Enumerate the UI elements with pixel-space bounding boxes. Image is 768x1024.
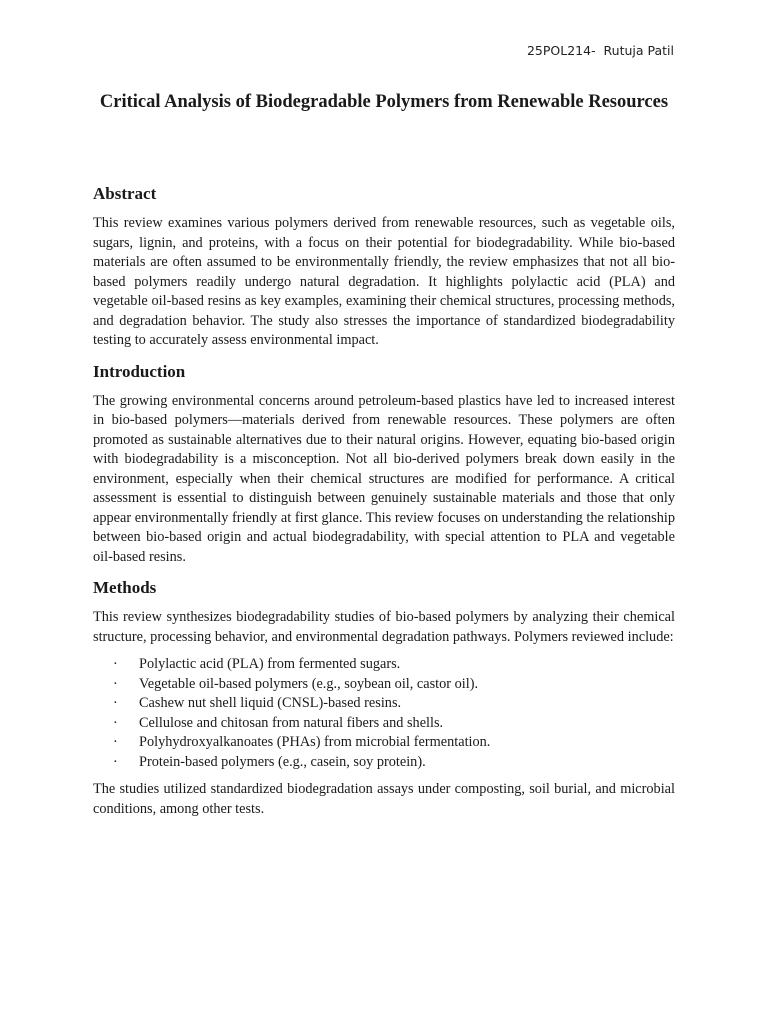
- list-item: [113, 733, 675, 753]
- abstract-heading: Abstract: [93, 184, 157, 203]
- list-item-text: Cellulose and chitosan from natural fibers and shells.: [139, 714, 444, 731]
- bullet-icon: ·: [113, 656, 118, 672]
- methods-intro-paragraph: This review synthesizes biodegradability studies of bio-based polymers by analyzing their chemical structure, processing behavior, and environmental degradation pathways. Polymers reviewed include:: [93, 609, 675, 645]
- introduction-section: [93, 361, 675, 568]
- list-item: [113, 694, 675, 714]
- document-title: Critical Analysis of Biodegradable Polymers from Renewable Resources: [99, 92, 669, 112]
- methods-section: [93, 577, 675, 819]
- methods-closing-paragraph: The studies utilized standardized biodegradation assays under composting, soil burial, and microbial conditions, among other tests.: [93, 781, 675, 817]
- list-item: [113, 655, 675, 675]
- methods-heading: Methods: [93, 578, 157, 597]
- bullet-icon: ·: [113, 753, 118, 770]
- author-id-header: 25POL214- Rutuja Patil: [526, 43, 674, 58]
- list-item: [113, 675, 675, 695]
- bullet-icon: ·: [113, 675, 118, 692]
- list-item-text: Protein-based polymers (e.g., casein, soy protein).: [139, 753, 426, 770]
- bullet-icon: ·: [113, 714, 118, 731]
- polymer-list: [93, 655, 675, 772]
- list-item: [113, 714, 675, 734]
- introduction-heading: Introduction: [93, 361, 186, 381]
- document-body: [93, 183, 675, 829]
- list-item-text: Polyhydroxyalkanoates (PHAs) from microbial fermentation.: [139, 734, 491, 750]
- list-item-text: Vegetable oil-based polymers (e.g., soybean oil, castor oil).: [139, 675, 479, 692]
- list-item-text: Polylactic acid (PLA) from fermented sugars.: [139, 656, 401, 672]
- abstract-section: [93, 183, 675, 351]
- list-item-text: Cashew nut shell liquid (CNSL)-based resins.: [139, 695, 402, 711]
- list-item: [113, 753, 675, 773]
- introduction-paragraph: The growing environmental concerns around petroleum-based plastics have led to increased interest in bio-based polymers—materials derived from renewable resources. These polymers are often promoted as sustainable alternatives due to their natural origins. However, equating bio-based origin with biodegradability is a misconception. Not all bio-derived polymers break down easily in the environment, especially when their chemical structures are modified for performance. A critical assessment is essential to distinguish between genuinely sustainable materials and those that only appear environmentally friendly at first glance. This review focuses on understanding the relationship between bio-based origin and actual biodegradability, with special attention to PLA and vegetable oil-based resins.: [93, 392, 675, 565]
- bullet-icon: ·: [113, 695, 118, 711]
- abstract-paragraph: This review examines various polymers derived from renewable resources, such as vegetable oils, sugars, lignin, and proteins, with a focus on their potential for biodegradability. While bio-based materials are often assumed to be environmentally friendly, the review emphasizes that not all bio-based polymers readily undergo natural degradation. It highlights polylactic acid (PLA) and vegetable oil-based resins as key examples, examining their chemical structures, processing methods, and degradation behavior. The study also stresses the importance of standardized biodegradability testing to accurately assess environmental impact.: [93, 215, 675, 348]
- bullet-icon: ·: [113, 734, 118, 750]
